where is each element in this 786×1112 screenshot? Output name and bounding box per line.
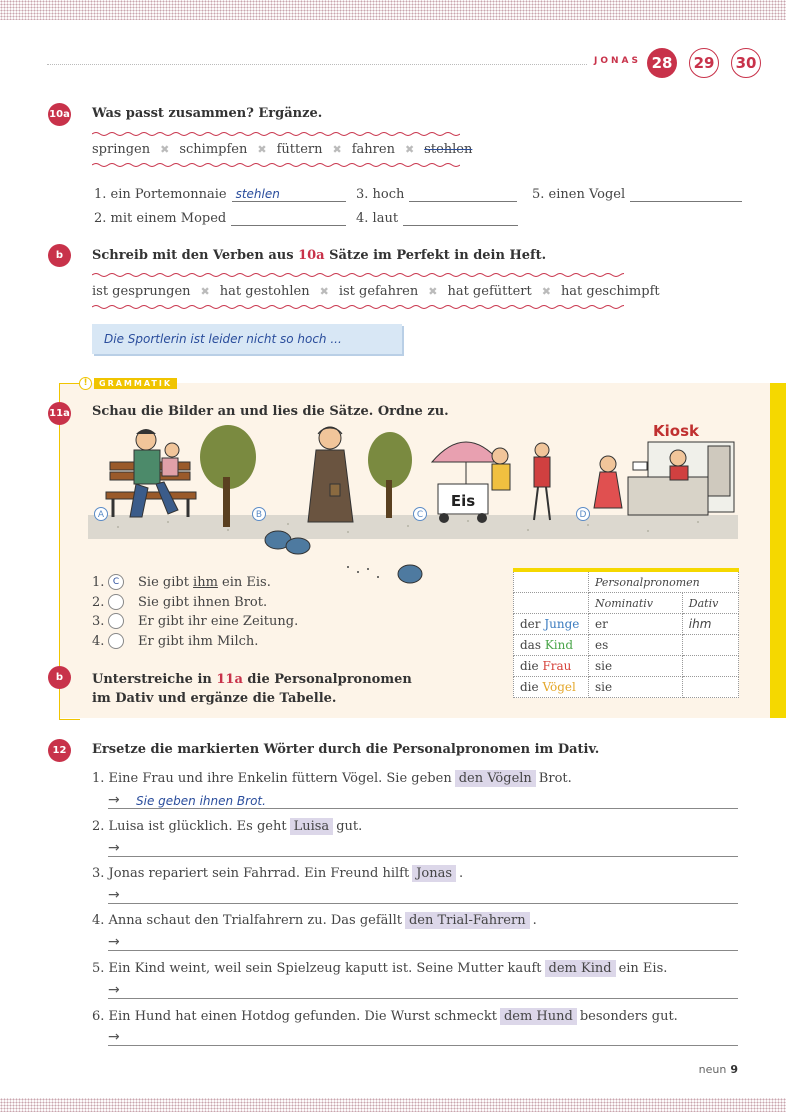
table-subheader-row (514, 593, 739, 614)
fill-item-2 (94, 211, 346, 226)
top-dotted-border (0, 0, 786, 20)
separator-x-icon: ✖ (541, 285, 551, 298)
exercise-12-item-4 (92, 912, 537, 929)
article: die (520, 680, 539, 694)
picture-d-label: D (579, 510, 587, 520)
exercise-badge-10b: b (48, 244, 71, 267)
arrow-icon: → (108, 840, 120, 856)
exercise-reference: 10a (298, 248, 325, 263)
grammar-label: GRAMMATIK (94, 378, 177, 389)
title-text: Unterstreiche in (92, 672, 217, 687)
nominativ-cell: er (589, 614, 683, 635)
exercise-12-item-6 (92, 1008, 678, 1025)
dativ-cell[interactable]: ihm (682, 614, 738, 635)
word-item: schimpfen (179, 142, 248, 157)
fill-item-label: 1. ein Portemonnaie (94, 187, 227, 202)
answer-circle[interactable] (108, 594, 124, 610)
table-header: Personalpronomen (589, 570, 739, 593)
table-noun-cell (514, 656, 589, 677)
table-row (514, 656, 739, 677)
table-col-dativ: Dativ (682, 593, 738, 614)
exercise-11a-title: Schau die Bilder an und lies die Sätze. Ordne zu. (92, 404, 449, 419)
answer-blank[interactable] (403, 211, 518, 226)
fill-item-4 (356, 211, 518, 226)
answer-blank[interactable] (409, 187, 517, 202)
exercise-12-item-5 (92, 960, 667, 977)
word-item: hat gefüttert (447, 284, 532, 299)
answer-line-6[interactable] (108, 1029, 738, 1046)
sentence-text: Sie gibt (138, 574, 194, 590)
page-tab-30[interactable]: 30 (731, 48, 761, 78)
page-number-word: neun (698, 1063, 727, 1076)
item-text: 2. Luisa ist glücklich. Es geht (92, 819, 287, 834)
word-item: ist gesprungen (92, 284, 191, 299)
arrow-icon: → (108, 1029, 120, 1045)
dativ-cell[interactable] (682, 677, 738, 698)
marked-words: den Vögeln (455, 770, 536, 787)
picture-b-woman-birds (265, 427, 422, 583)
dativ-cell[interactable] (682, 656, 738, 677)
picture-a-man-bench (106, 425, 256, 527)
noun: Frau (542, 659, 572, 673)
fill-item-label: 4. laut (356, 211, 399, 226)
item-text: 4. Anna schaut den Trialfahrern zu. Das gefällt (92, 913, 402, 928)
sentence-number: 3. (92, 613, 105, 629)
article: das (520, 638, 541, 652)
separator-x-icon: ✖ (257, 143, 267, 156)
exercise-10a-title: Was passt zusammen? Ergänze. (92, 106, 323, 121)
sentence-text: Sie gibt ihnen Brot. (138, 594, 268, 610)
noun: Vögel (542, 680, 576, 694)
table-cell-empty (514, 593, 589, 614)
word-item: hat geschimpft (560, 284, 660, 299)
answer-text: Sie geben ihnen Brot. (136, 794, 266, 808)
picture-c-label: C (416, 510, 424, 520)
wavy-rule-bottom (92, 162, 460, 168)
sentence-number: 2. (92, 594, 105, 610)
answer-circle[interactable] (108, 633, 124, 649)
item-text: gut. (336, 819, 363, 834)
item-text: 1. Eine Frau und ihre Enkelin füttern Vögel. Sie geben (92, 771, 452, 786)
marked-words: dem Hund (500, 1008, 577, 1025)
exercise-12-title: Ersetze die markierten Wörter durch die Personalpronomen im Dativ. (92, 742, 600, 757)
table-row (514, 677, 739, 698)
answer-blank[interactable]: stehlen (232, 187, 346, 202)
sentence-text: ein Eis. (217, 574, 271, 590)
personalpronomen-table (513, 568, 739, 698)
eis-sign: Eis (450, 492, 476, 510)
page-number: 9 (730, 1063, 738, 1076)
title-text: Schreib mit den Verben aus (92, 248, 299, 263)
exercise-11b-instructions (92, 670, 412, 708)
answer-line-4[interactable] (108, 934, 738, 951)
grammar-side-bar (770, 383, 786, 718)
separator-x-icon: ✖ (160, 143, 170, 156)
answer-blank[interactable] (630, 187, 742, 202)
picture-c-ice-cream (432, 442, 550, 523)
marked-words: dem Kind (545, 960, 616, 977)
unit-name: JONAS (594, 56, 641, 66)
article: der (520, 617, 541, 631)
picture-b-label: B (255, 510, 263, 520)
word-bank-10b (92, 284, 660, 299)
picture-d-kiosk (594, 422, 734, 515)
item-text: 6. Ein Hund hat einen Hotdog gefunden. Die Wurst schmeckt (92, 1009, 497, 1024)
exercise-badge-11a: 11a (48, 402, 71, 425)
title-text: Sätze im Perfekt in dein Heft. (324, 248, 547, 263)
page-tab-28[interactable]: 28 (647, 48, 677, 78)
exercise-12-item-3 (92, 865, 463, 882)
table-col-nominativ: Nominativ (589, 593, 683, 614)
noun: Kind (544, 638, 574, 652)
picture-a-label: A (97, 510, 105, 520)
exercise-badge-10a: 10a (48, 103, 71, 126)
fill-item-5 (532, 187, 742, 202)
sentence-3 (92, 613, 298, 629)
header-rule (47, 64, 587, 65)
table-header-row (514, 570, 739, 593)
arrow-icon: → (108, 887, 120, 903)
separator-x-icon: ✖ (200, 285, 210, 298)
fill-item-label: 3. hoch (356, 187, 405, 202)
article: die (520, 659, 539, 673)
separator-x-icon: ✖ (319, 285, 329, 298)
separator-x-icon: ✖ (428, 285, 438, 298)
table-cell-empty (514, 570, 589, 593)
answer-line-1[interactable] (108, 792, 738, 809)
item-text: . (459, 866, 464, 881)
sentence-1 (92, 574, 271, 590)
grammar-tag (79, 376, 177, 390)
word-bank-10a (92, 142, 472, 157)
fill-item-label: 2. mit einem Moped (94, 211, 227, 226)
exercise-12-item-2 (92, 818, 362, 835)
marked-words: den Trial-Fahrern (405, 912, 530, 929)
dativ-cell[interactable] (682, 635, 738, 656)
item-text: . (532, 913, 537, 928)
sample-answer-box: Die Sportlerin ist leider nicht so hoch ... (92, 324, 402, 354)
item-text: 3. Jonas repariert sein Fahrrad. Ein Freund hilft (92, 866, 410, 881)
table-row (514, 614, 739, 635)
ground-strip (88, 515, 738, 539)
nominativ-cell: sie (589, 656, 683, 677)
answer-circle[interactable] (108, 613, 124, 629)
underlined-pronoun: ihm (193, 574, 218, 590)
nominativ-cell: es (589, 635, 683, 656)
word-item: springen (92, 142, 151, 157)
table-noun-cell (514, 635, 589, 656)
fill-item-1 (94, 187, 346, 202)
wavy-rule-top (92, 272, 624, 278)
table-noun-cell (514, 614, 589, 635)
answer-circle[interactable]: C (108, 574, 124, 590)
word-item: hat gestohlen (219, 284, 310, 299)
title-text: die Personalpronomen (242, 672, 412, 687)
title-text: im Dativ und ergänze die Tabelle. (92, 691, 337, 706)
item-text: 5. Ein Kind weint, weil sein Spielzeug kaputt ist. Seine Mutter kauft (92, 961, 542, 976)
item-text: Brot. (538, 771, 572, 786)
word-item: füttern (276, 142, 323, 157)
table-noun-cell (514, 677, 589, 698)
answer-blank[interactable] (231, 211, 346, 226)
separator-x-icon: ✖ (404, 143, 415, 156)
sentence-2 (92, 594, 267, 610)
marked-words: Luisa (290, 818, 334, 835)
kiosk-sign: Kiosk (653, 422, 699, 441)
answer-line-2[interactable] (108, 840, 738, 857)
exercise-10b-title (92, 248, 546, 263)
separator-x-icon: ✖ (332, 143, 342, 156)
table-row (514, 635, 739, 656)
exercise-badge-12: 12 (48, 739, 71, 762)
exercise-badge-11b: b (48, 666, 71, 689)
sentence-4 (92, 633, 258, 649)
answer-line-5[interactable] (108, 982, 738, 999)
sentence-text: Er gibt ihr eine Zeitung. (138, 613, 299, 629)
page-footer (699, 1063, 738, 1076)
wavy-rule-top (92, 131, 460, 137)
fill-item-label: 5. einen Vogel (532, 187, 626, 202)
bottom-dotted-border (0, 1098, 786, 1112)
nominativ-cell: sie (589, 677, 683, 698)
exercise-12-item-1 (92, 770, 572, 787)
noun: Junge (544, 617, 580, 631)
word-item: ist gefahren (338, 284, 419, 299)
arrow-icon: → (108, 792, 120, 808)
item-text: ein Eis. (618, 961, 668, 976)
exclamation-icon: ! (79, 377, 92, 390)
arrow-icon: → (108, 982, 120, 998)
sentence-number: 1. (92, 574, 105, 590)
arrow-icon: → (108, 934, 120, 950)
marked-words: Jonas (412, 865, 456, 882)
sentence-number: 4. (92, 633, 105, 649)
fill-item-3 (356, 187, 517, 202)
answer-line-3[interactable] (108, 887, 738, 904)
wavy-rule-bottom (92, 304, 624, 310)
item-text: besonders gut. (579, 1009, 678, 1024)
word-item: fahren (351, 142, 395, 157)
sentence-text: Er gibt ihm Milch. (138, 633, 259, 649)
page-tab-29[interactable]: 29 (689, 48, 719, 78)
exercise-reference: 11a (216, 672, 243, 687)
word-item-used: stehlen (424, 142, 473, 157)
